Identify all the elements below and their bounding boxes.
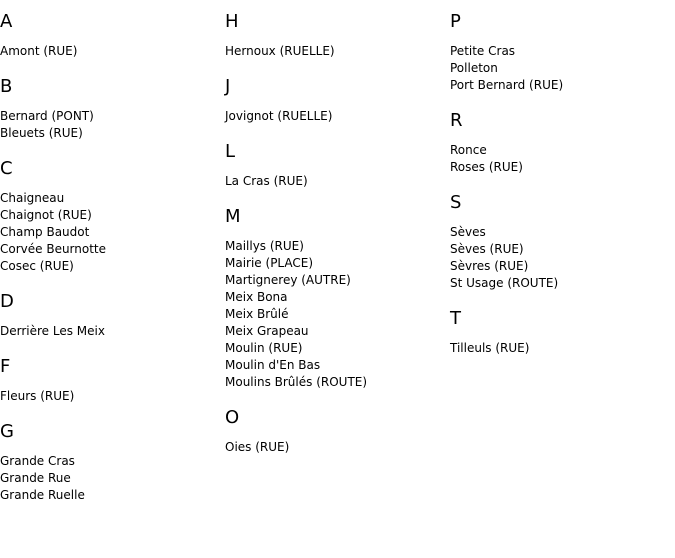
- street-link[interactable]: Amont (RUE): [0, 44, 78, 58]
- letter-group: [0, 12, 224, 60]
- letter-group: [450, 111, 674, 176]
- letter-group: [0, 357, 224, 405]
- street-list: [0, 108, 224, 142]
- street-link[interactable]: Oies (RUE): [225, 440, 290, 454]
- letter-heading: M: [225, 206, 241, 227]
- street-link[interactable]: Grande Ruelle: [0, 488, 85, 502]
- street-link[interactable]: Chaigneau: [0, 191, 65, 205]
- street-list: [225, 108, 449, 125]
- letter-heading: G: [0, 421, 14, 442]
- street-link[interactable]: Port Bernard (RUE): [450, 78, 564, 92]
- street-list: [0, 388, 224, 405]
- street-link[interactable]: Grande Rue: [0, 471, 71, 485]
- street-link[interactable]: Meix Bona: [225, 290, 288, 304]
- street-list: [450, 224, 674, 292]
- street-link[interactable]: Cosec (RUE): [0, 259, 74, 273]
- letter-heading: C: [0, 158, 13, 179]
- street-link[interactable]: Hernoux (RUELLE): [225, 44, 335, 58]
- letter-group: [225, 77, 449, 125]
- letter-heading: D: [0, 291, 14, 312]
- street-link[interactable]: Maillys (RUE): [225, 239, 304, 253]
- letter-heading: T: [450, 308, 461, 329]
- letter-group: [225, 408, 449, 456]
- letter-group: [450, 12, 674, 94]
- letter-group: [225, 207, 449, 391]
- street-link[interactable]: La Cras (RUE): [225, 174, 308, 188]
- letter-group: [0, 77, 224, 142]
- street-link[interactable]: Meix Grapeau: [225, 324, 309, 338]
- street-link[interactable]: Sèves (RUE): [450, 242, 524, 256]
- letter-group: [450, 309, 674, 357]
- street-list: [0, 453, 224, 504]
- street-link[interactable]: Ronce: [450, 143, 487, 157]
- street-link[interactable]: Roses (RUE): [450, 160, 523, 174]
- street-list: [225, 43, 449, 60]
- street-index-column-1: [0, 0, 224, 504]
- street-index-column-2: [225, 0, 449, 456]
- street-link[interactable]: Tilleuls (RUE): [450, 341, 530, 355]
- street-link[interactable]: Bernard (PONT): [0, 109, 94, 123]
- street-list: [225, 238, 449, 391]
- street-link[interactable]: Jovignot (RUELLE): [225, 109, 333, 123]
- street-link[interactable]: Mairie (PLACE): [225, 256, 314, 270]
- street-link[interactable]: Moulin (RUE): [225, 341, 303, 355]
- street-list: [225, 439, 449, 456]
- street-index-column-3: [450, 0, 674, 357]
- street-list: [225, 173, 449, 190]
- street-list: [0, 323, 224, 340]
- street-list: [0, 43, 224, 60]
- letter-group: [450, 193, 674, 292]
- street-link[interactable]: Corvée Beurnotte: [0, 242, 107, 256]
- letter-group: [0, 422, 224, 504]
- letter-heading: O: [225, 407, 240, 428]
- letter-group: [0, 159, 224, 275]
- letter-heading: B: [0, 76, 13, 97]
- letter-heading: H: [225, 11, 239, 32]
- letter-heading: S: [450, 192, 462, 213]
- street-link[interactable]: Moulins Brûlés (ROUTE): [225, 375, 368, 389]
- street-list: [450, 43, 674, 94]
- street-link[interactable]: Petite Cras: [450, 44, 516, 58]
- street-link[interactable]: Martignerey (AUTRE): [225, 273, 351, 287]
- street-link[interactable]: Polleton: [450, 61, 498, 75]
- street-link[interactable]: Meix Brûlé: [225, 307, 289, 321]
- street-link[interactable]: Chaignot (RUE): [0, 208, 92, 222]
- street-link[interactable]: Sèvres (RUE): [450, 259, 529, 273]
- letter-heading: A: [0, 11, 13, 32]
- letter-heading: F: [0, 356, 11, 377]
- street-list: [0, 190, 224, 275]
- letter-group: [225, 142, 449, 190]
- street-link[interactable]: Grande Cras: [0, 454, 75, 468]
- letter-group: [0, 292, 224, 340]
- street-link[interactable]: Moulin d'En Bas: [225, 358, 321, 372]
- letter-group: [225, 12, 449, 60]
- letter-heading: P: [450, 11, 461, 32]
- street-list: [450, 340, 674, 357]
- street-link[interactable]: Champ Baudot: [0, 225, 90, 239]
- letter-heading: R: [450, 110, 463, 131]
- street-link[interactable]: Bleuets (RUE): [0, 126, 83, 140]
- letter-heading: J: [225, 76, 231, 97]
- street-link[interactable]: Derrière Les Meix: [0, 324, 105, 338]
- street-link[interactable]: Fleurs (RUE): [0, 389, 75, 403]
- street-list: [450, 142, 674, 176]
- street-link[interactable]: St Usage (ROUTE): [450, 276, 559, 290]
- street-link[interactable]: Sèves: [450, 225, 486, 239]
- letter-heading: L: [225, 141, 236, 162]
